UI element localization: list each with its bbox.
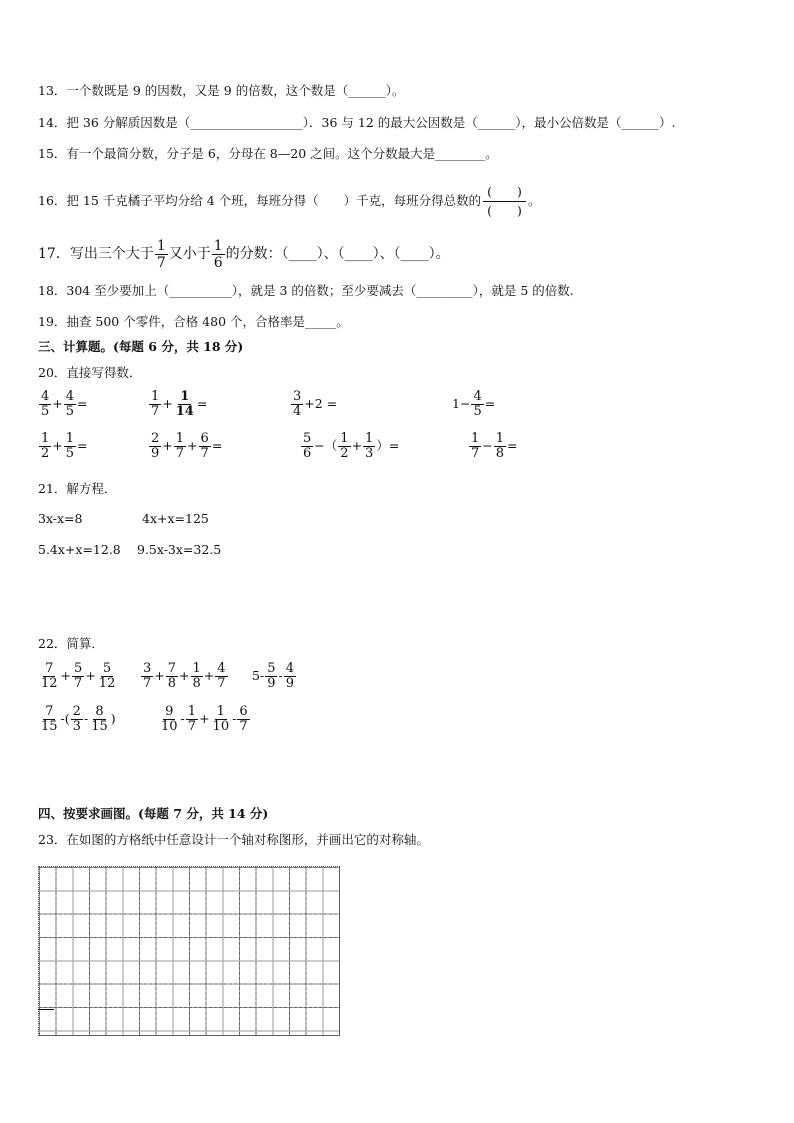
question-15: 15．有一个最简分数，分子是 6，分母在 8—20 之间。这个分数最大是________。	[38, 146, 498, 161]
question-18: 18．304 至少要加上（__________），就是 3 的倍数；至少要减去（_________），就是 5 的倍数.	[38, 283, 574, 298]
equation-4: 9.5x-3x=32.5	[137, 542, 222, 557]
question-17-mid: 又小于	[168, 246, 211, 262]
grid-paper[interactable]	[38, 866, 340, 1036]
calc-5-6-minus-paren: $\frac{5}{6}$ −（ $\frac{1}{2}$ + $\frac{1}{3}$ ）=	[303, 431, 400, 461]
question-13: 13．一个数既是 9 的因数，又是 9 的倍数，这个数是（______）。	[38, 83, 405, 98]
equation-2: 4x+x=125	[142, 511, 209, 526]
blank-denominator: ( )	[487, 203, 522, 218]
simplify-5-minus-5-9-minus-4-9: 5- $\frac{5}{9}$ - $\frac{4}{9}$	[252, 661, 294, 691]
calc-1-7-plus-1-14: $\frac{1}{7}$ + $\frac{1}{14}$ =	[151, 389, 208, 419]
calc-1-7-minus-1-8: $\frac{1}{7}$ − $\frac{1}{8}$ =	[471, 431, 518, 461]
question-22: 22．简算．	[38, 636, 104, 651]
grid-mark-line	[38, 1009, 54, 1010]
calc-3-4-plus-2: $\frac{3}{4}$ +2 =	[293, 389, 338, 419]
section-4-heading: 四、按要求画图。(每题 7 分，共 14 分)	[38, 806, 269, 821]
question-19: 19．抽查 500 个零件，合格 480 个，合格率是_____。	[38, 314, 349, 329]
calc-2-9-plus-1-7-plus-6-7: $\frac{2}{9}$ + $\frac{1}{7}$ + $\frac{6}{7}$ =	[151, 431, 223, 461]
simplify-9-10-minus-1-7-plus-1-10-minus-6-7: $\frac{9}{10}$ - $\frac{1}{7}$ + $\frac{1}{10}$ - $\frac{6}{7}$	[161, 704, 248, 734]
calc-1-minus-4-5: 1− $\frac{4}{5}$ =	[452, 389, 496, 419]
fraction-one-seventh: $\frac{1}{7}$	[156, 237, 166, 271]
section-3-heading: 三、计算题。(每题 6 分，共 18 分)	[38, 339, 244, 354]
calc-4-5-plus-4-5: $\frac{4}{5}$ + $\frac{4}{5}$ =	[41, 389, 88, 419]
question-16-end: 。	[527, 193, 541, 208]
grid-dots	[39, 867, 339, 1035]
blank-numerator: ( )	[483, 183, 526, 202]
question-16	[38, 182, 540, 220]
question-23: 23．在如图的方格纸中任意设计一个轴对称图形，并画出它的对称轴。	[38, 832, 429, 847]
answer-fraction-blank	[483, 183, 526, 220]
equation-1: 3x-x=8	[38, 511, 83, 526]
calc-1-2-plus-1-5: $\frac{1}{2}$ + $\frac{1}{5}$ =	[41, 431, 88, 461]
question-20: 20．直接写得数．	[38, 365, 142, 380]
question-17-pre: 17．写出三个大于	[38, 246, 154, 262]
question-17	[38, 236, 450, 272]
equation-3: 5.4x+x=12.8	[38, 542, 121, 557]
question-21: 21．解方程．	[38, 481, 117, 496]
simplify-7-12-plus-5-7-plus-5-12: $\frac{7}{12}$ + $\frac{5}{7}$ + $\frac{5}{12}$	[41, 661, 116, 691]
question-17-post: 的分数：（____）、（____）、（____）。	[225, 246, 450, 262]
question-16-text: 16．把 15 千克橘子平均分给 4 个班，每班分得（ ）千克，每班分得总数的	[38, 193, 482, 208]
simplify-3-7-plus-7-8-plus-1-8-plus-4-7: $\frac{3}{7}$ + $\frac{7}{8}$ + $\frac{1}{8}$ + $\frac{4}{7}$	[143, 661, 226, 691]
fraction-one-sixth: $\frac{1}{6}$	[213, 237, 223, 271]
simplify-7-15-minus-paren: $\frac{7}{15}$ -( $\frac{2}{3}$ - $\frac{8}{15}$ )	[41, 704, 116, 734]
question-14: 14．把 36 分解质因数是（__________________）．36 与 12 的最大公因数是（______），最小公倍数是（______）.	[38, 115, 676, 130]
